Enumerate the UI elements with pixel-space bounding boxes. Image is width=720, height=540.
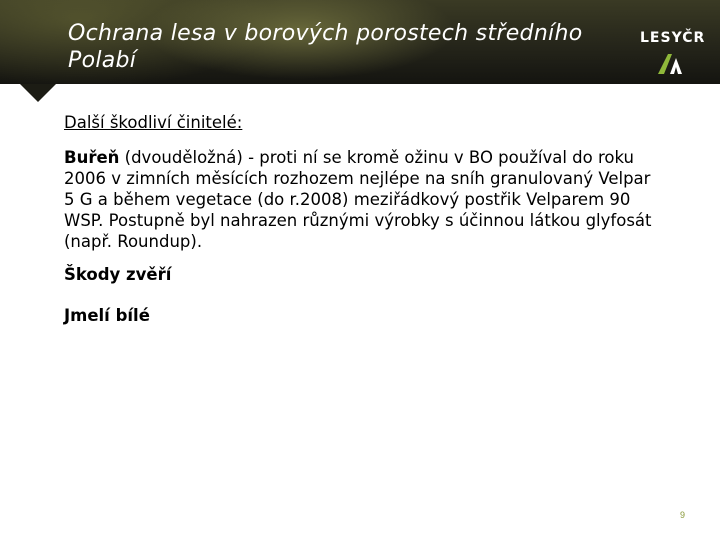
weeds-label: Buřeň	[64, 148, 120, 167]
slide-title: Ochrana lesa v borových porostech středního Polabí	[68, 21, 583, 73]
header-pointer	[20, 84, 56, 102]
weeds-text: (dvouděložná) - proti ní se kromě ožinu v BO používal do roku 2006 v zimních měsících rozhozem nejlépe na sníh granulovaný Velpar 5 G a během vegetace (do r.2008) meziřádkový postřik Velparem 90 WSP. Postupně byl nahrazen různými výrobky s účinnou látkou glyfosát (např. Roundup).	[64, 148, 652, 251]
weeds-paragraph	[64, 147, 664, 252]
header-band	[0, 0, 720, 84]
logo-mark-icon	[658, 52, 688, 74]
item-game-damage: Škody zvěří	[64, 265, 172, 284]
logo-text: LESYČR	[640, 30, 706, 46]
subheading: Další škodliví činitelé:	[64, 113, 243, 132]
page-number: 9	[680, 510, 686, 520]
slide-content	[64, 112, 664, 346]
item-mistletoe: Jmelí bílé	[64, 306, 150, 325]
lesy-cr-logo	[640, 26, 710, 78]
